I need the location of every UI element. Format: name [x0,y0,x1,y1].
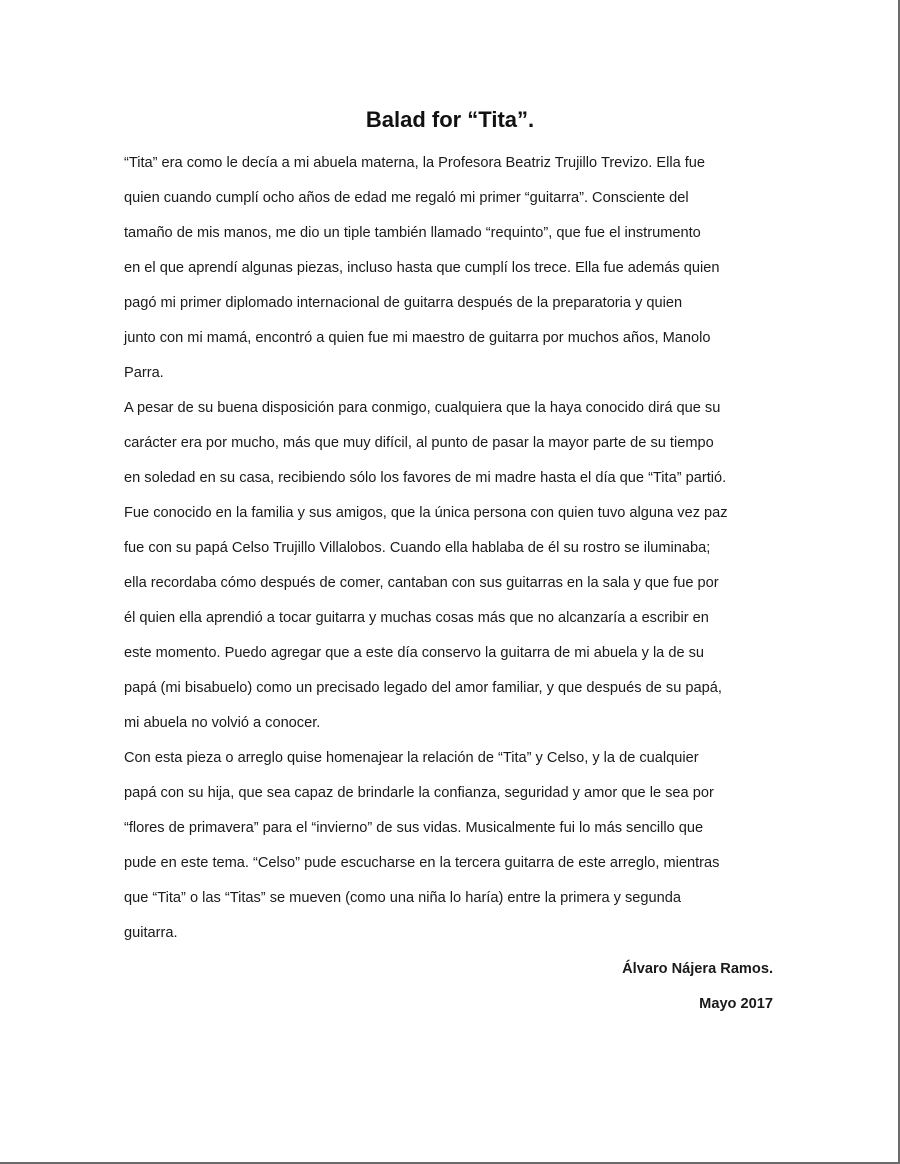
text-line: A pesar de su buena disposición para conmigo, cualquiera que la haya conocido dirá que su [124,400,721,416]
text-line: Fue conocido en la familia y sus amigos, que la única persona con quien tuvo alguna vez paz [124,505,728,521]
text-line: Parra. [124,365,164,381]
paragraph-1 [124,146,784,391]
text-line: en el que aprendí algunas piezas, incluso hasta que cumplí los trece. Ella fue además quien [124,260,720,276]
paragraph-2 [124,391,784,741]
text-line: que “Tita” o las “Titas” se mueven (como una niña lo haría) entre la primera y segunda [124,890,681,906]
document-title: Balad for “Tita”. [365,107,535,132]
text-line: mi abuela no volvió a conocer. [124,715,321,731]
signature-date: Mayo 2017 [699,996,773,1012]
text-line: Con esta pieza o arreglo quise homenajear la relación de “Tita” y Celso, y la de cualquier [124,750,699,766]
text-line: él quien ella aprendió a tocar guitarra y muchas cosas más que no alcanzaría a escribir en [124,610,709,626]
text-line: pagó mi primer diplomado internacional de guitarra después de la preparatoria y quien [124,295,683,311]
signature-block [622,952,773,1022]
text-line: guitarra. [124,925,178,941]
text-line: en soledad en su casa, recibiendo sólo los favores de mi madre hasta el día que “Tita” partió. [124,470,727,486]
text-line: quien cuando cumplí ocho años de edad me regaló mi primer “guitarra”. Consciente del [124,190,689,206]
paragraph-3 [124,741,784,951]
text-line: pude en este tema. “Celso” pude escucharse en la tercera guitarra de este arreglo, mientras [124,855,720,871]
text-line: carácter era por mucho, más que muy difícil, al punto de pasar la mayor parte de su tiempo [124,435,714,451]
text-line: fue con su papá Celso Trujillo Villalobos. Cuando ella hablaba de él su rostro se iluminaba; [124,540,711,556]
document-body [124,146,784,951]
text-line: papá con su hija, que sea capaz de brindarle la confianza, seguridad y amor que le sea por [124,785,714,801]
author-name: Álvaro Nájera Ramos. [622,961,773,977]
text-line: tamaño de mis manos, me dio un tiple también llamado “requinto”, que fue el instrumento [124,225,701,241]
text-line: ella recordaba cómo después de comer, cantaban con sus guitarras en la sala y que fue por [124,575,719,591]
text-line: “Tita” era como le decía a mi abuela materna, la Profesora Beatriz Trujillo Trevizo. Ella fue [124,155,706,171]
text-line: papá (mi bisabuelo) como un precisado legado del amor familiar, y que después de su papá, [124,680,722,696]
text-line: este momento. Puedo agregar que a este día conservo la guitarra de mi abuela y la de su [124,645,705,661]
text-line: junto con mi mamá, encontró a quien fue mi maestro de guitarra por muchos años, Manolo [124,330,711,346]
text-line: “flores de primavera” para el “invierno” de sus vidas. Musicalmente fui lo más sencillo que [124,820,704,836]
